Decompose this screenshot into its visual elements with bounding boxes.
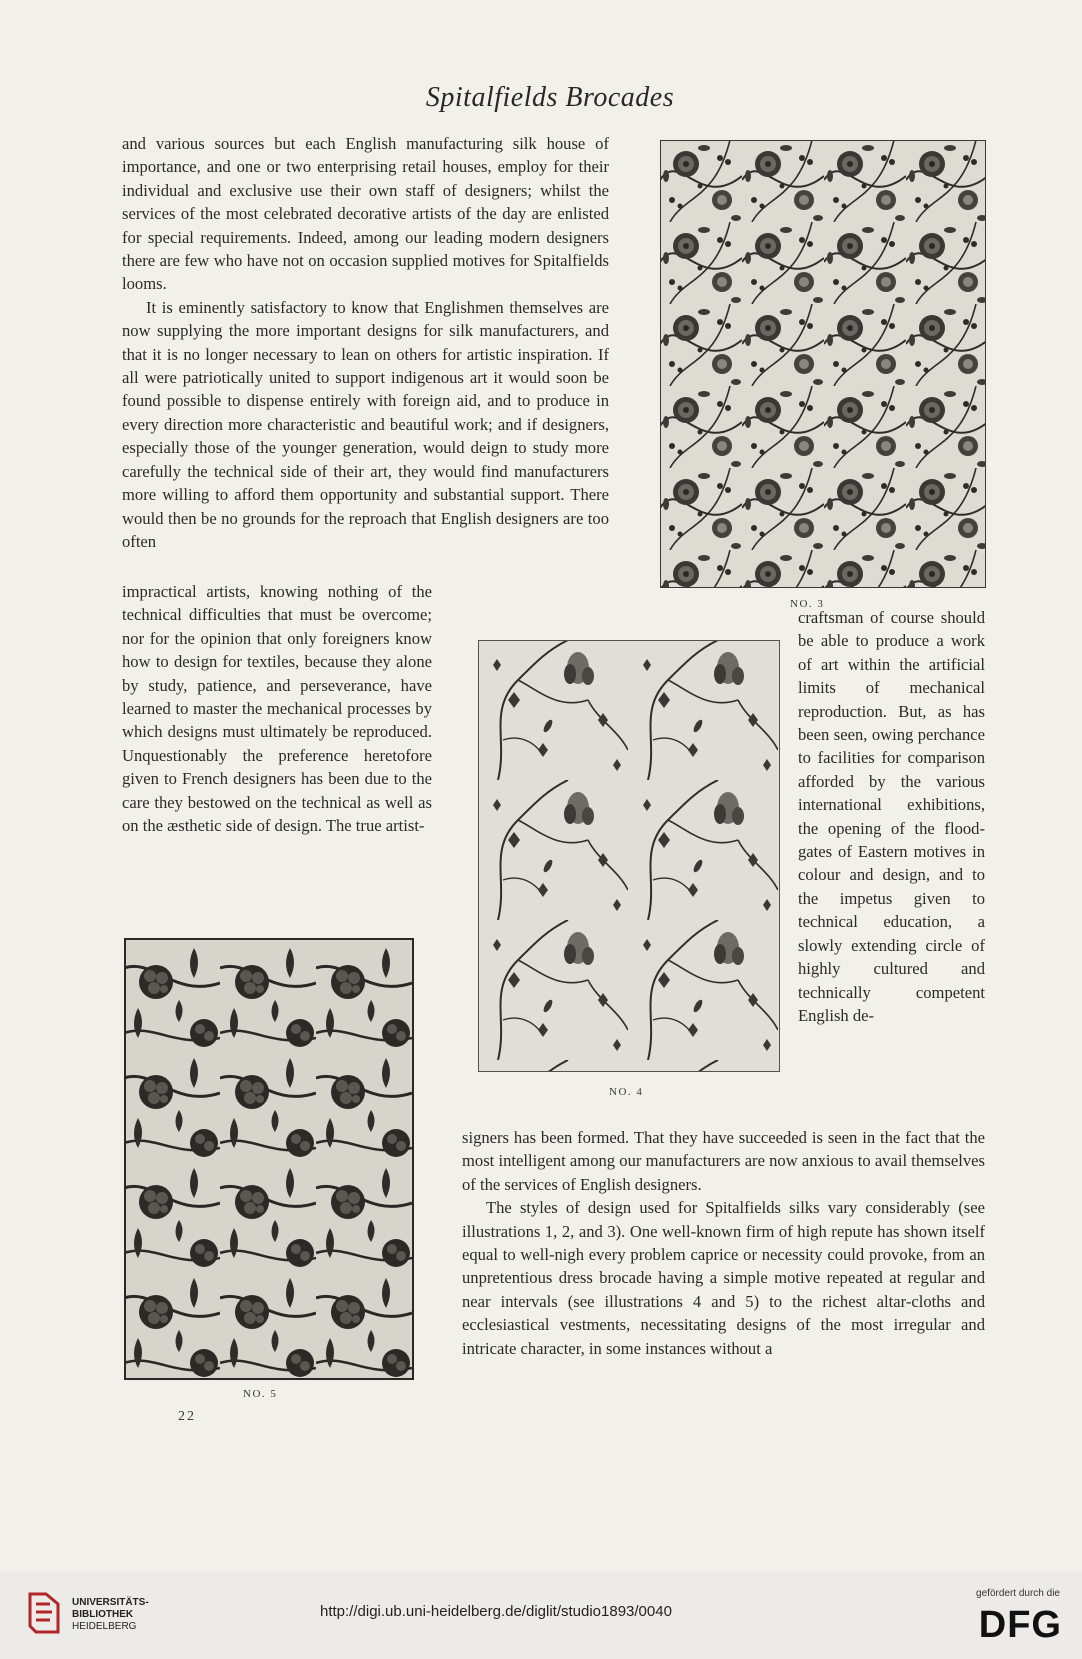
dfg-logo: DFG: [978, 1604, 1062, 1646]
library-logo-icon: [26, 1590, 62, 1636]
running-title: Spitalfields Brocades: [425, 82, 675, 113]
paragraph-3-continued: signers has been formed. That they have succeeded is seen in the fact that the most intelligent among our manufacturers are now anxious to avail themselves of the services of English designers.: [462, 1128, 985, 1194]
figure-no-3-pattern: [660, 140, 986, 588]
figure-no-5-pattern: [124, 938, 414, 1380]
page-number: 22: [178, 1409, 196, 1424]
text-column-top: [122, 132, 609, 553]
footer-bar: [0, 1572, 1082, 1659]
figure-no-3-brocade: [660, 140, 986, 588]
paragraph-2: It is eminently satisfactory to know that Englishmen themselves are now supplying the more important designs for silk manufacturers, and that it is no longer necessary to lean on others for artistic inspiration. If all were patriotically united to support indigenous art it would soon be found possible to dispense entirely with foreign aid, and to produce in every direction more characteristic and beautiful work; and if designers, especially those of the younger generation, would deign to study more carefully the technical side of their art, they would find manufacturers more willing to afford them opportunity and substantial support. There would then be no grounds for the reproach that English designers are too often: [122, 297, 609, 551]
paragraph-1: and various sources but each English manufacturing silk house of importance, and one or two enterprising retail houses, employ for their individual and exclusive use their own staff of designers; whilst the services of the most celebrated decorative artists of the day are enlisted for special requirements. Indeed, among our leading modern designers there are few who have not on occasion supplied motives for Spitalfields looms.: [122, 134, 609, 294]
permalink-url[interactable]: http://digi.ub.uni-heidelberg.de/diglit/studio1893/0040: [320, 1603, 672, 1620]
figure-no-5-brocade: [124, 938, 414, 1380]
figure-no-5-caption: NO. 5: [243, 1388, 278, 1400]
figure-no-4-pattern: [478, 640, 780, 1072]
library-name: [72, 1597, 149, 1633]
text-column-bottom: [462, 1126, 985, 1360]
paragraph-3: craftsman of course should be able to produce a work of art within the artificial limits of mechanical reproduction. But, as has been seen, owing perchance to facilities for comparison afforded by the various international exhibitions, the opening of the flood-gates of Eastern motives in colour and design, and to the impetus given to technical education, a slowly extending circle of highly cultured and technically competent English de-: [798, 608, 985, 1025]
figure-no-3-caption: NO. 3: [790, 598, 825, 610]
figure-no-4-caption: NO. 4: [609, 1086, 644, 1098]
library-name-line-1: UNIVERSITÄTS-: [72, 1597, 149, 1608]
paragraph-2-continued: impractical artists, knowing nothing of the technical difficulties that must be overcome; nor for the opinion that only foreigners know how to design for textiles, because they alone by study, patience, and perseverance, have learned to master the mechanical processes by which designs must ultimately be reproduced. Unquestionably the preference heretofore given to French designers has been due to the care they bestowed on the technical as well as on the æsthetic side of design. The true artist-: [122, 582, 432, 836]
text-column-left: [122, 580, 432, 837]
funded-by-label: gefördert durch die: [976, 1588, 1060, 1599]
figure-no-4-brocade: [478, 640, 780, 1072]
library-name-line-2: BIBLIOTHEK: [72, 1609, 134, 1620]
paragraph-4: The styles of design used for Spitalfields silks vary considerably (see illustrations 1, 2, and 3). One well-known firm of high repute has shown itself equal to well-nigh every problem caprice or necessity could provoke, from an unpretentious dress brocade having a simple motive repeated at regular and near intervals (see illustrations 4 and 5) to the richest altar-cloths and ecclesiastical vestments, necessitating designs of the most irregular and intricate character, in some instances without a: [462, 1198, 985, 1358]
library-name-line-3: HEIDELBERG: [72, 1621, 137, 1632]
text-column-right: [798, 606, 985, 1027]
